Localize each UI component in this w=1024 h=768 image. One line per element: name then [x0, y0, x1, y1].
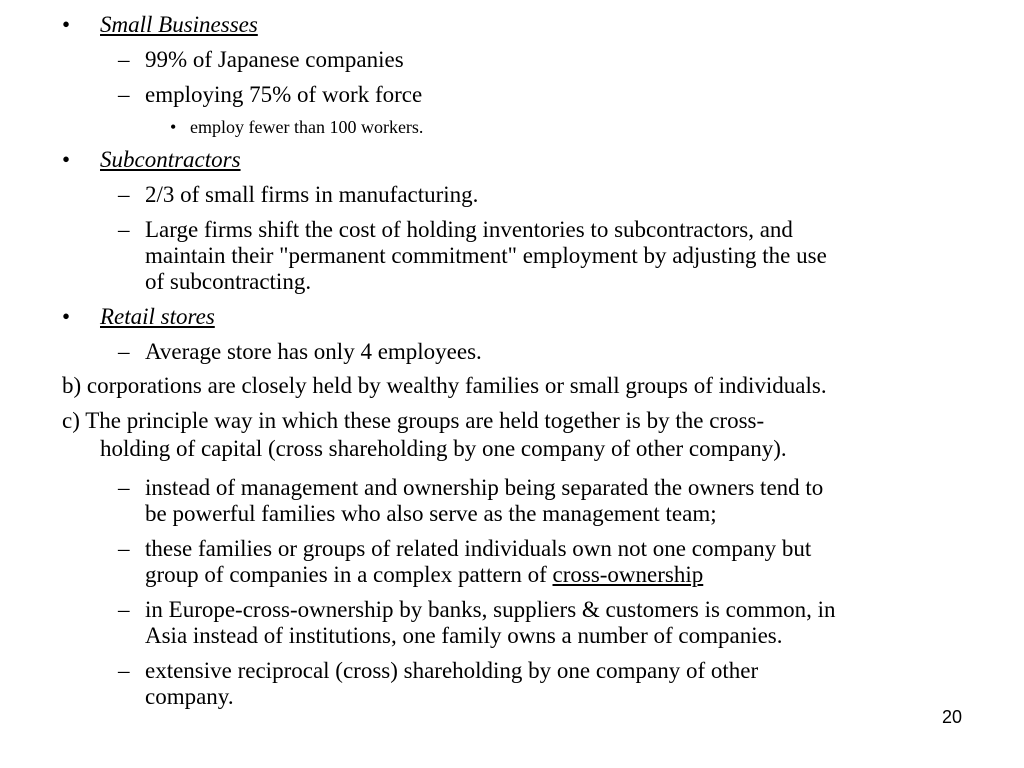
- dash-marker: –: [118, 475, 130, 500]
- list-item: Average store has only 4 employees.: [145, 339, 482, 364]
- list-item: 2/3 of small firms in manufacturing.: [145, 182, 479, 207]
- bullet-marker: •: [62, 304, 71, 329]
- list-item-continuation: be powerful families who also serve as the management team;: [145, 501, 717, 526]
- heading-subcontractors: Subcontractors: [100, 147, 241, 172]
- bullet-marker: •: [62, 147, 71, 172]
- paragraph-b: b) corporations are closely held by wealthy families or small groups of individuals.: [62, 373, 827, 398]
- list-subitem: employ fewer than 100 workers.: [190, 117, 424, 137]
- list-item-continuation: Asia instead of institutions, one family owns a number of companies.: [145, 623, 783, 648]
- dash-marker: –: [118, 182, 130, 207]
- paragraph-c-continuation: holding of capital (cross shareholding by one company of other company).: [100, 436, 787, 461]
- list-item: in Europe-cross-ownership by banks, suppliers & customers is common, in: [145, 597, 836, 622]
- list-item: extensive reciprocal (cross) shareholding by one company of other: [145, 658, 759, 683]
- dash-marker: –: [118, 597, 130, 622]
- list-item-continuation: company.: [145, 684, 234, 709]
- list-item: instead of management and ownership being separated the owners tend to: [145, 475, 824, 500]
- list-item: Large firms shift the cost of holding inventories to subcontractors, and: [145, 217, 793, 242]
- dash-marker: –: [118, 82, 130, 107]
- bullet-marker: •: [170, 117, 177, 137]
- list-item-continuation: maintain their "permanent commitment" employment by adjusting the use: [145, 243, 827, 268]
- heading-retail-stores: Retail stores: [100, 304, 215, 329]
- list-item-continuation: of subcontracting.: [145, 269, 312, 294]
- heading-small-businesses: Small Businesses: [100, 12, 258, 37]
- paragraph-c: c) The principle way in which these groups are held together is by the cross-: [62, 408, 765, 433]
- list-item: employing 75% of work force: [145, 82, 423, 107]
- list-item-continuation: [145, 563, 703, 586]
- dash-marker: –: [118, 658, 130, 683]
- cross-ownership-term: cross-ownership: [552, 562, 704, 587]
- dash-marker: –: [118, 217, 130, 242]
- list-item: 99% of Japanese companies: [145, 47, 404, 72]
- dash-marker: –: [118, 536, 130, 561]
- bullet-marker: •: [62, 12, 71, 37]
- dash-marker: –: [118, 339, 130, 364]
- page-number: 20: [941, 707, 962, 727]
- list-item: these families or groups of related individuals own not one company but: [145, 536, 812, 561]
- dash-marker: –: [118, 47, 130, 72]
- list-item-text: group of companies in a complex pattern of: [145, 562, 553, 587]
